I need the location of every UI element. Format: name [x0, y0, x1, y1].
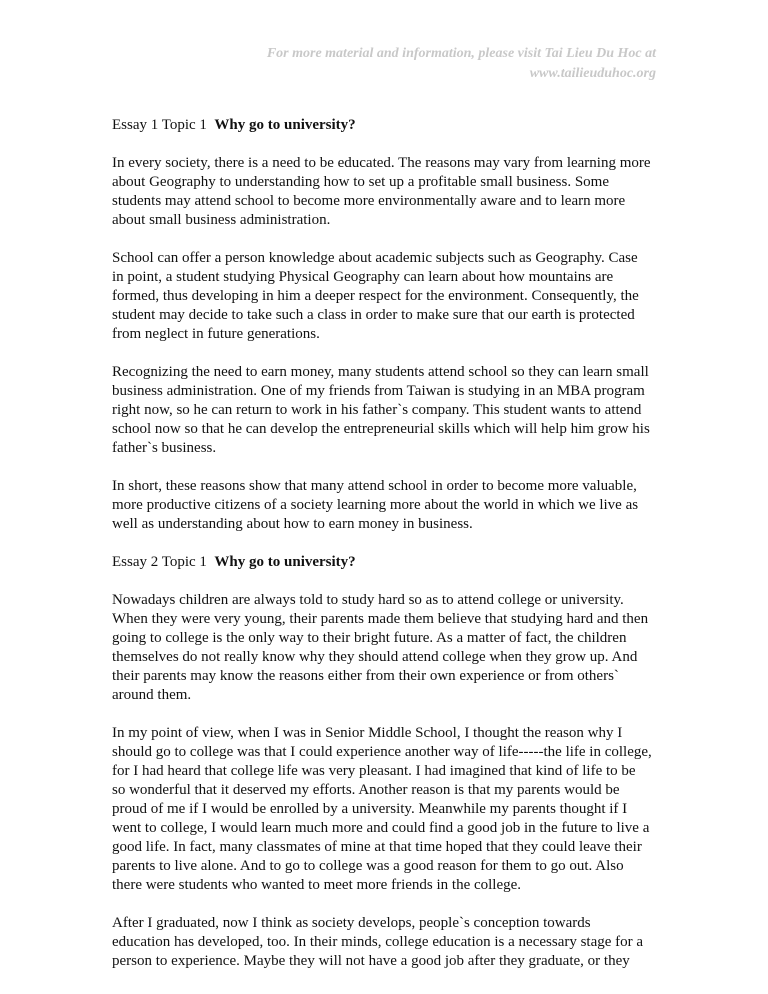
- essay-2-title: Why go to university?: [214, 554, 356, 570]
- header-line-1: For more material and information, please visit Tai Lieu Du Hoc at: [266, 46, 656, 61]
- text-line: right now, so he can return to work in his father`s company. This student wants to attend: [112, 402, 642, 418]
- header-link[interactable]: www.tailieuduhoc.org: [529, 66, 656, 81]
- essay-1-paragraph-4: [112, 477, 672, 534]
- text-line: In my point of view, when I was in Senior Middle School, I thought the reason why I: [112, 725, 623, 741]
- text-line: When they were very young, their parents made them believe that studying hard and then: [112, 611, 649, 627]
- essay-1-paragraph-3: [112, 363, 672, 458]
- essay-1-heading: [112, 116, 672, 135]
- essay-2-paragraph-2: [112, 724, 672, 895]
- text-line: parents to live alone. And to go to college was a good reason for them to go out. Also: [112, 858, 624, 874]
- text-line: in point, a student studying Physical Geography can learn about how mountains are: [112, 269, 614, 285]
- text-line: Recognizing the need to earn money, many students attend school so they can learn small: [112, 364, 649, 380]
- text-line: themselves do not really know why they should attend college when they grow up. And: [112, 649, 638, 665]
- text-line: there were students who wanted to meet more friends in the college.: [112, 877, 522, 893]
- text-line: School can offer a person knowledge about academic subjects such as Geography. Case: [112, 250, 638, 266]
- document-body: [112, 116, 672, 990]
- page-header: [200, 44, 656, 84]
- essay-1-title: Why go to university?: [214, 117, 356, 133]
- essay-2-paragraph-3: [112, 914, 672, 971]
- text-line: around them.: [112, 687, 192, 703]
- essay-2-heading: [112, 553, 672, 572]
- text-line: so wonderful that it deserved my efforts. Another reason is that my parents would be: [112, 782, 620, 798]
- text-line: more productive citizens of a society learning more about the world in which we live as: [112, 497, 639, 513]
- text-line: about small business administration.: [112, 212, 331, 228]
- text-line: students may attend school to become more environmentally aware and to learn more: [112, 193, 626, 209]
- text-line: education has developed, too. In their minds, college education is a necessary stage for a: [112, 934, 644, 950]
- text-line: person to experience. Maybe they will not have a good job after they graduate, or they: [112, 953, 630, 969]
- text-line: father`s business.: [112, 440, 217, 456]
- text-line: In every society, there is a need to be educated. The reasons may vary from learning more: [112, 155, 651, 171]
- text-line: Nowadays children are always told to study hard so as to attend college or university.: [112, 592, 624, 608]
- text-line: from neglect in future generations.: [112, 326, 320, 342]
- text-line: going to college is the only way to their bright future. As a matter of fact, the children: [112, 630, 627, 646]
- text-line: well as understanding about how to earn money in business.: [112, 516, 473, 532]
- text-line: good life. In fact, many classmates of mine at that time hoped that they could leave their: [112, 839, 642, 855]
- text-line: school now so that he can develop the entrepreneurial skills which will help him grow his: [112, 421, 650, 437]
- text-line: about Geography to understanding how to set up a profitable small business. Some: [112, 174, 609, 190]
- essay-1-paragraph-2: [112, 249, 672, 344]
- text-line: student may decide to take such a class in order to make sure that our earth is protected: [112, 307, 635, 323]
- text-line: went to college, I would learn much more and could find a good job in the future to live a: [112, 820, 650, 836]
- text-line: their parents may know the reasons either from their own experience or from others`: [112, 668, 619, 684]
- text-line: for I had heard that college life was very pleasant. I had imagined that kind of life to be: [112, 763, 636, 779]
- essay-2-label: Essay 2 Topic 1: [112, 554, 207, 570]
- text-line: proud of me if I would be enrolled by a university. Meanwhile my parents thought if I: [112, 801, 628, 817]
- text-line: In short, these reasons show that many attend school in order to become more valuable,: [112, 478, 637, 494]
- text-line: After I graduated, now I think as society develops, people`s conception towards: [112, 915, 591, 931]
- text-line: formed, thus developing in him a deeper respect for the environment. Consequently, the: [112, 288, 639, 304]
- essay-1-paragraph-1: [112, 154, 672, 230]
- text-line: should go to college was that I could experience another way of life-----the life in college,: [112, 744, 652, 760]
- essay-2-paragraph-1: [112, 591, 672, 705]
- essay-1-label: Essay 1 Topic 1: [112, 117, 207, 133]
- text-line: business administration. One of my friends from Taiwan is studying in an MBA program: [112, 383, 645, 399]
